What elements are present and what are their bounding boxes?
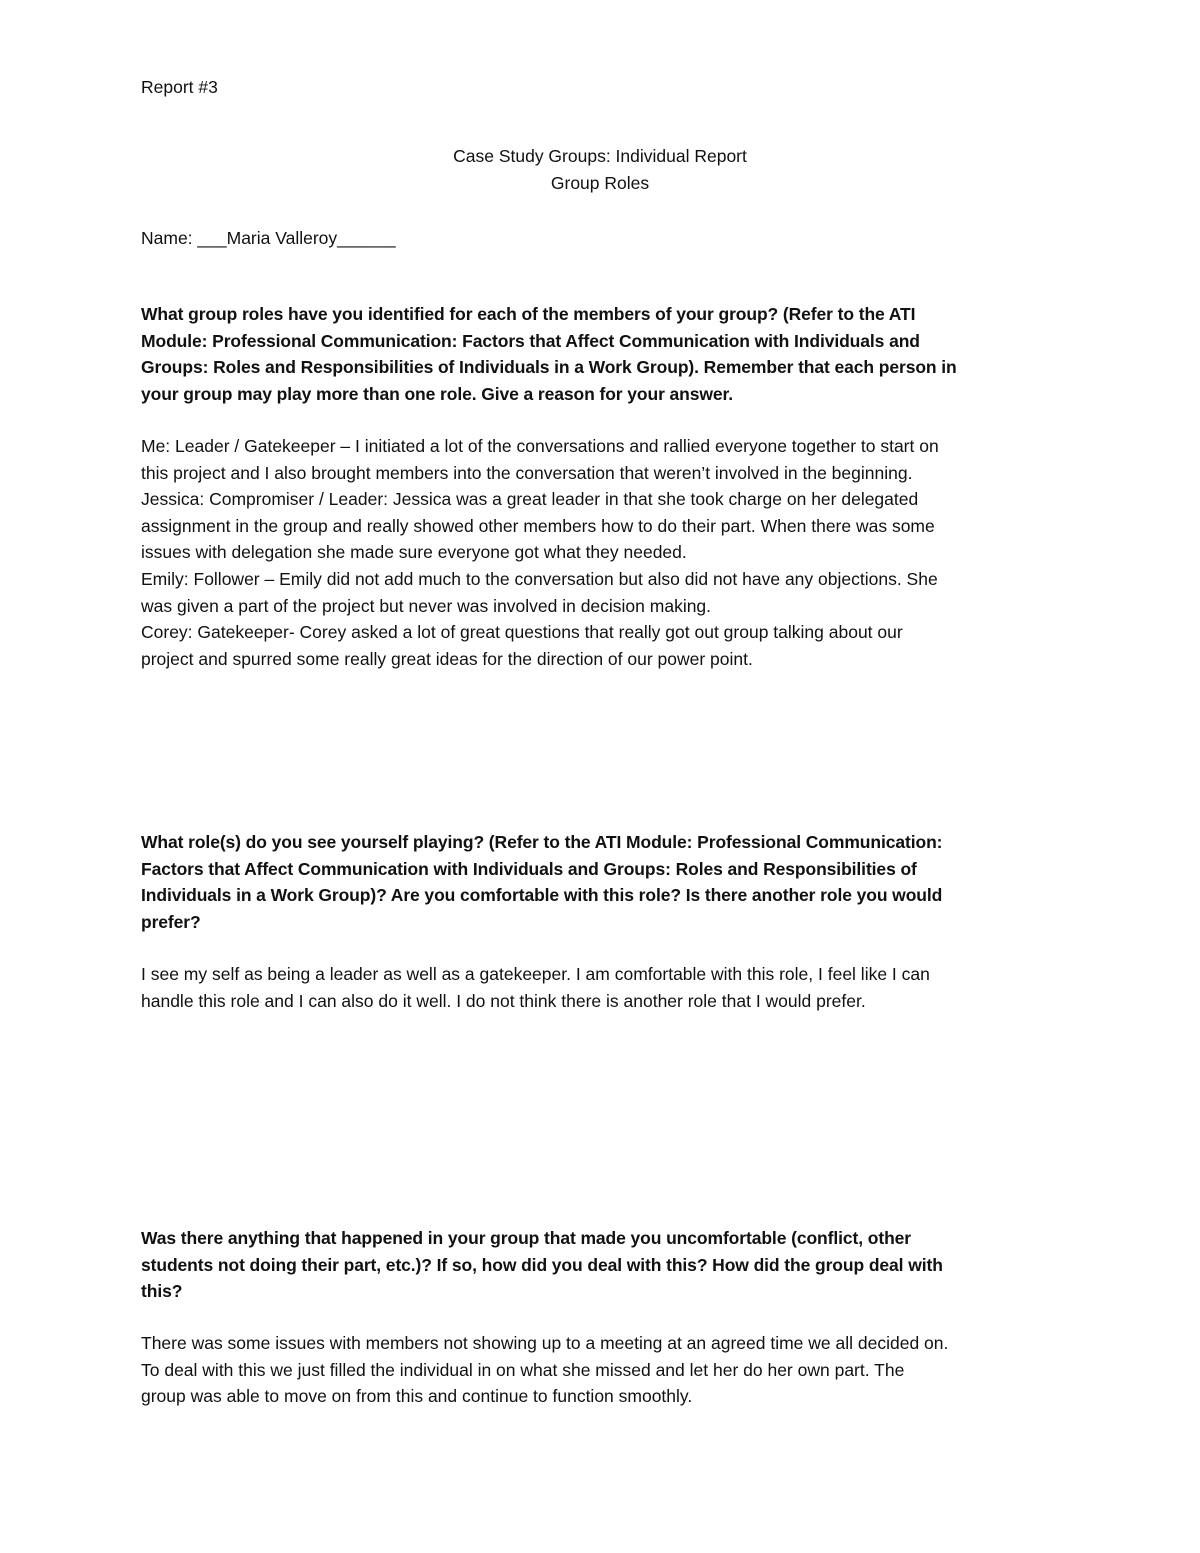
answer-1-line: Jessica: Compromiser / Leader: Jessica was a great leader in that she took charge on her delegated [141, 489, 919, 510]
question-2 [141, 829, 1061, 935]
document-subtitle: Group Roles [550, 173, 650, 193]
answer-3-line: There was some issues with members not showing up to a meeting at an agreed time we all decided on. [141, 1333, 949, 1353]
question-3-line: students not doing their part, etc.)? If so, how did you deal with this? How did the group deal with [141, 1254, 943, 1275]
answer-1-line: project and spurred some really great ideas for the direction of our power point. [141, 648, 753, 669]
question-3-line: this? [141, 1281, 183, 1302]
question-3-line: Was there anything that happened in your group that made you uncomfortable (conflict, other [141, 1228, 912, 1248]
answer-1-line: was given a part of the project but never was involved in decision making. [141, 595, 712, 616]
question-1-line: Module: Professional Communication: Factors that Affect Communication with Individuals and [141, 330, 920, 351]
name-label: Name: [141, 228, 193, 248]
answer-2 [141, 961, 1061, 1014]
answer-1-line: this project and I also brought members into the conversation that weren’t involved in the beginning. [141, 462, 913, 483]
question-2-line: Factors that Affect Communication with Individuals and Groups: Roles and Responsibilities of [141, 858, 917, 879]
answer-3-line: group was able to move on from this and continue to function smoothly. [141, 1386, 693, 1407]
answer-3-line: To deal with this we just filled the individual in on what she missed and let her do her own part. The [141, 1359, 905, 1380]
question-2-line: prefer? [141, 911, 201, 932]
answer-3 [141, 1330, 1061, 1410]
question-3 [141, 1225, 1061, 1305]
question-2-line: What role(s) do you see yourself playing? (Refer to the ATI Module: Professional Communication: [141, 832, 943, 852]
question-1-line: What group roles have you identified for each of the members of your group? (Refer to the ATI [141, 304, 916, 324]
answer-2-line: handle this role and I can also do it well. I do not think there is another role that I would prefer. [141, 990, 866, 1011]
question-1 [141, 301, 1061, 407]
answer-1 [141, 433, 1061, 672]
question-1-line: your group may play more than one role. Give a reason for your answer. [141, 383, 734, 404]
answer-1-line: issues with delegation she made sure everyone got what they needed. [141, 542, 687, 563]
question-1-line: Groups: Roles and Responsibilities of Individuals in a Work Group). Remember that each person in [141, 357, 957, 378]
answer-1-line: Emily: Follower – Emily did not add much to the conversation but also did not have any objections. She [141, 568, 938, 589]
answer-1-line: Corey: Gatekeeper- Corey asked a lot of great questions that really got out group talking about our [141, 622, 903, 643]
title-block [0, 143, 1200, 197]
document-title: Case Study Groups: Individual Report [453, 146, 747, 166]
name-value: ___Maria Valleroy______ [197, 228, 396, 248]
answer-1-line: assignment in the group and really showed other members how to do their part. When there was some [141, 515, 935, 536]
name-line [141, 225, 1061, 252]
question-2-line: Individuals in a Work Group)? Are you comfortable with this role? Is there another role you would [141, 885, 943, 906]
answer-2-line: I see my self as being a leader as well as a gatekeeper. I am comfortable with this role, I feel like I can [141, 964, 930, 984]
answer-1-line: Me: Leader / Gatekeeper – I initiated a lot of the conversations and rallied everyone together to start on [141, 436, 939, 456]
report-label: Report #3 [141, 77, 218, 97]
